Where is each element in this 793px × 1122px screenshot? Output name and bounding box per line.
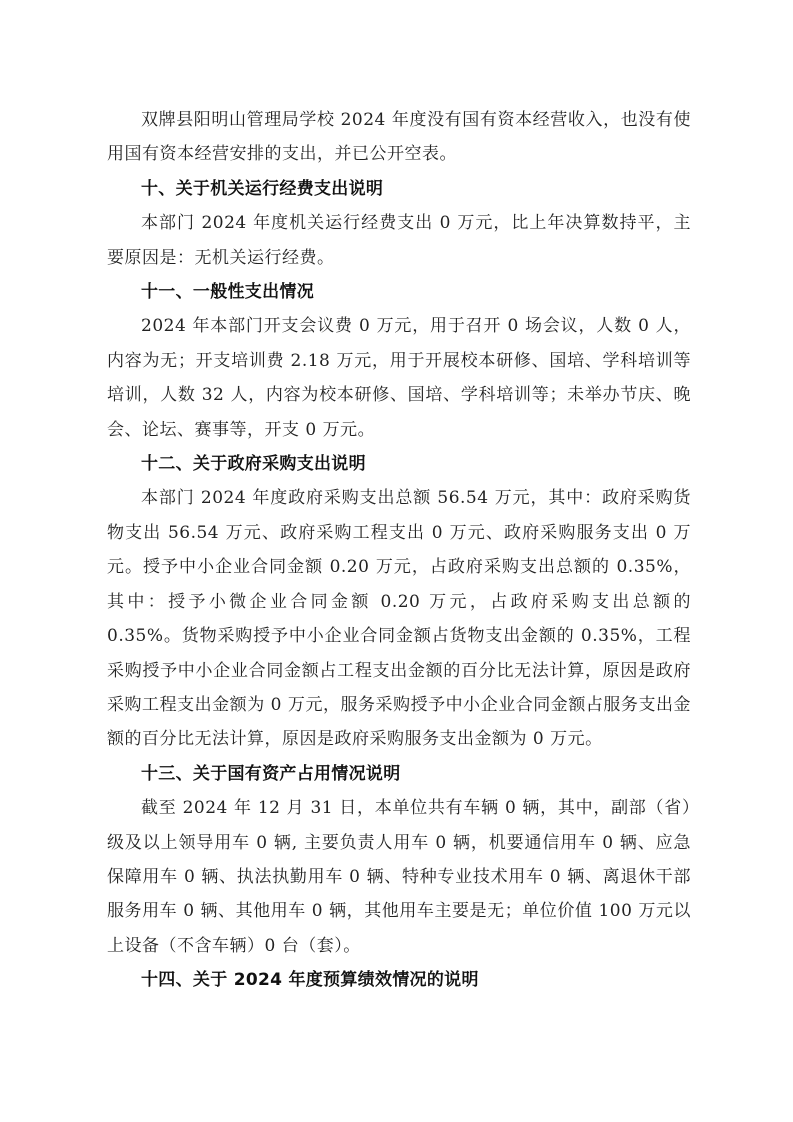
document-page xyxy=(107,103,691,998)
paragraph-procurement: 本部门 2024 年度政府采购支出总额 56.54 万元，其中：政府采购货物支出 56.54 万元、政府采购工程支出 0 万元、政府采购服务支出 0 万元。授予中小企业合同金额 0.20 万元，占政府采购支出总额的 0.35%，其中：授予小微企业合同金额 0.20 万元，占政府采购支出总额的 0.35%。货物采购授予中小企业合同金额占货物支出金额的 0.35%，工程采购授予中小企业合同金额占工程支出金额的百分比无法计算，原因是政府采购工程支出金额为 0 万元，服务采购授予中小企业合同金额占服务支出金额的百分比无法计算，原因是政府采购服务支出金额为 0 万元。 xyxy=(107,488,691,750)
paragraph-operating-expenses: 本部门 2024 年度机关运行经费支出 0 万元，比上年决算数持平，主要原因是：无机关运行经费。 xyxy=(107,213,691,268)
paragraph-state-capital: 双牌县阳明山管理局学校 2024 年度没有国有资本经营收入，也没有使用国有资本经营安排的支出，并已公开空表。 xyxy=(107,110,691,165)
heading-section-10: 十、关于机关运行经费支出说明 xyxy=(141,178,384,199)
heading-section-11: 十一、一般性支出情况 xyxy=(141,282,314,303)
heading-section-12: 十二、关于政府采购支出说明 xyxy=(141,454,366,475)
paragraph-state-assets: 截至 2024 年 12 月 31 日，本单位共有车辆 0 辆，其中，副部（省）级及以上领导用车 0 辆, 主要负责人用车 0 辆，机要通信用车 0 辆、应急保障用车 0 辆、执法执勤用车 0 辆、特种专业技术用车 0 辆、离退休干部服务用车 0 辆、其他用车 0 辆，其他用车主要是无；单位价值 100 万元以上设备（不含车辆）0 台（套）。 xyxy=(107,798,691,956)
heading-section-14: 十四、关于 2024 年度预算绩效情况的说明 xyxy=(141,970,479,991)
paragraph-general-expenses: 2024 年本部门开支会议费 0 万元，用于召开 0 场会议，人数 0 人，内容为无；开支培训费 2.18 万元，用于开展校本研修、国培、学科培训等培训，人数 32 人，内容为校本研修、国培、学科培训等；未举办节庆、晚会、论坛、赛事等，开支 0 万元。 xyxy=(107,316,691,440)
heading-section-13: 十三、关于国有资产占用情况说明 xyxy=(141,763,401,784)
